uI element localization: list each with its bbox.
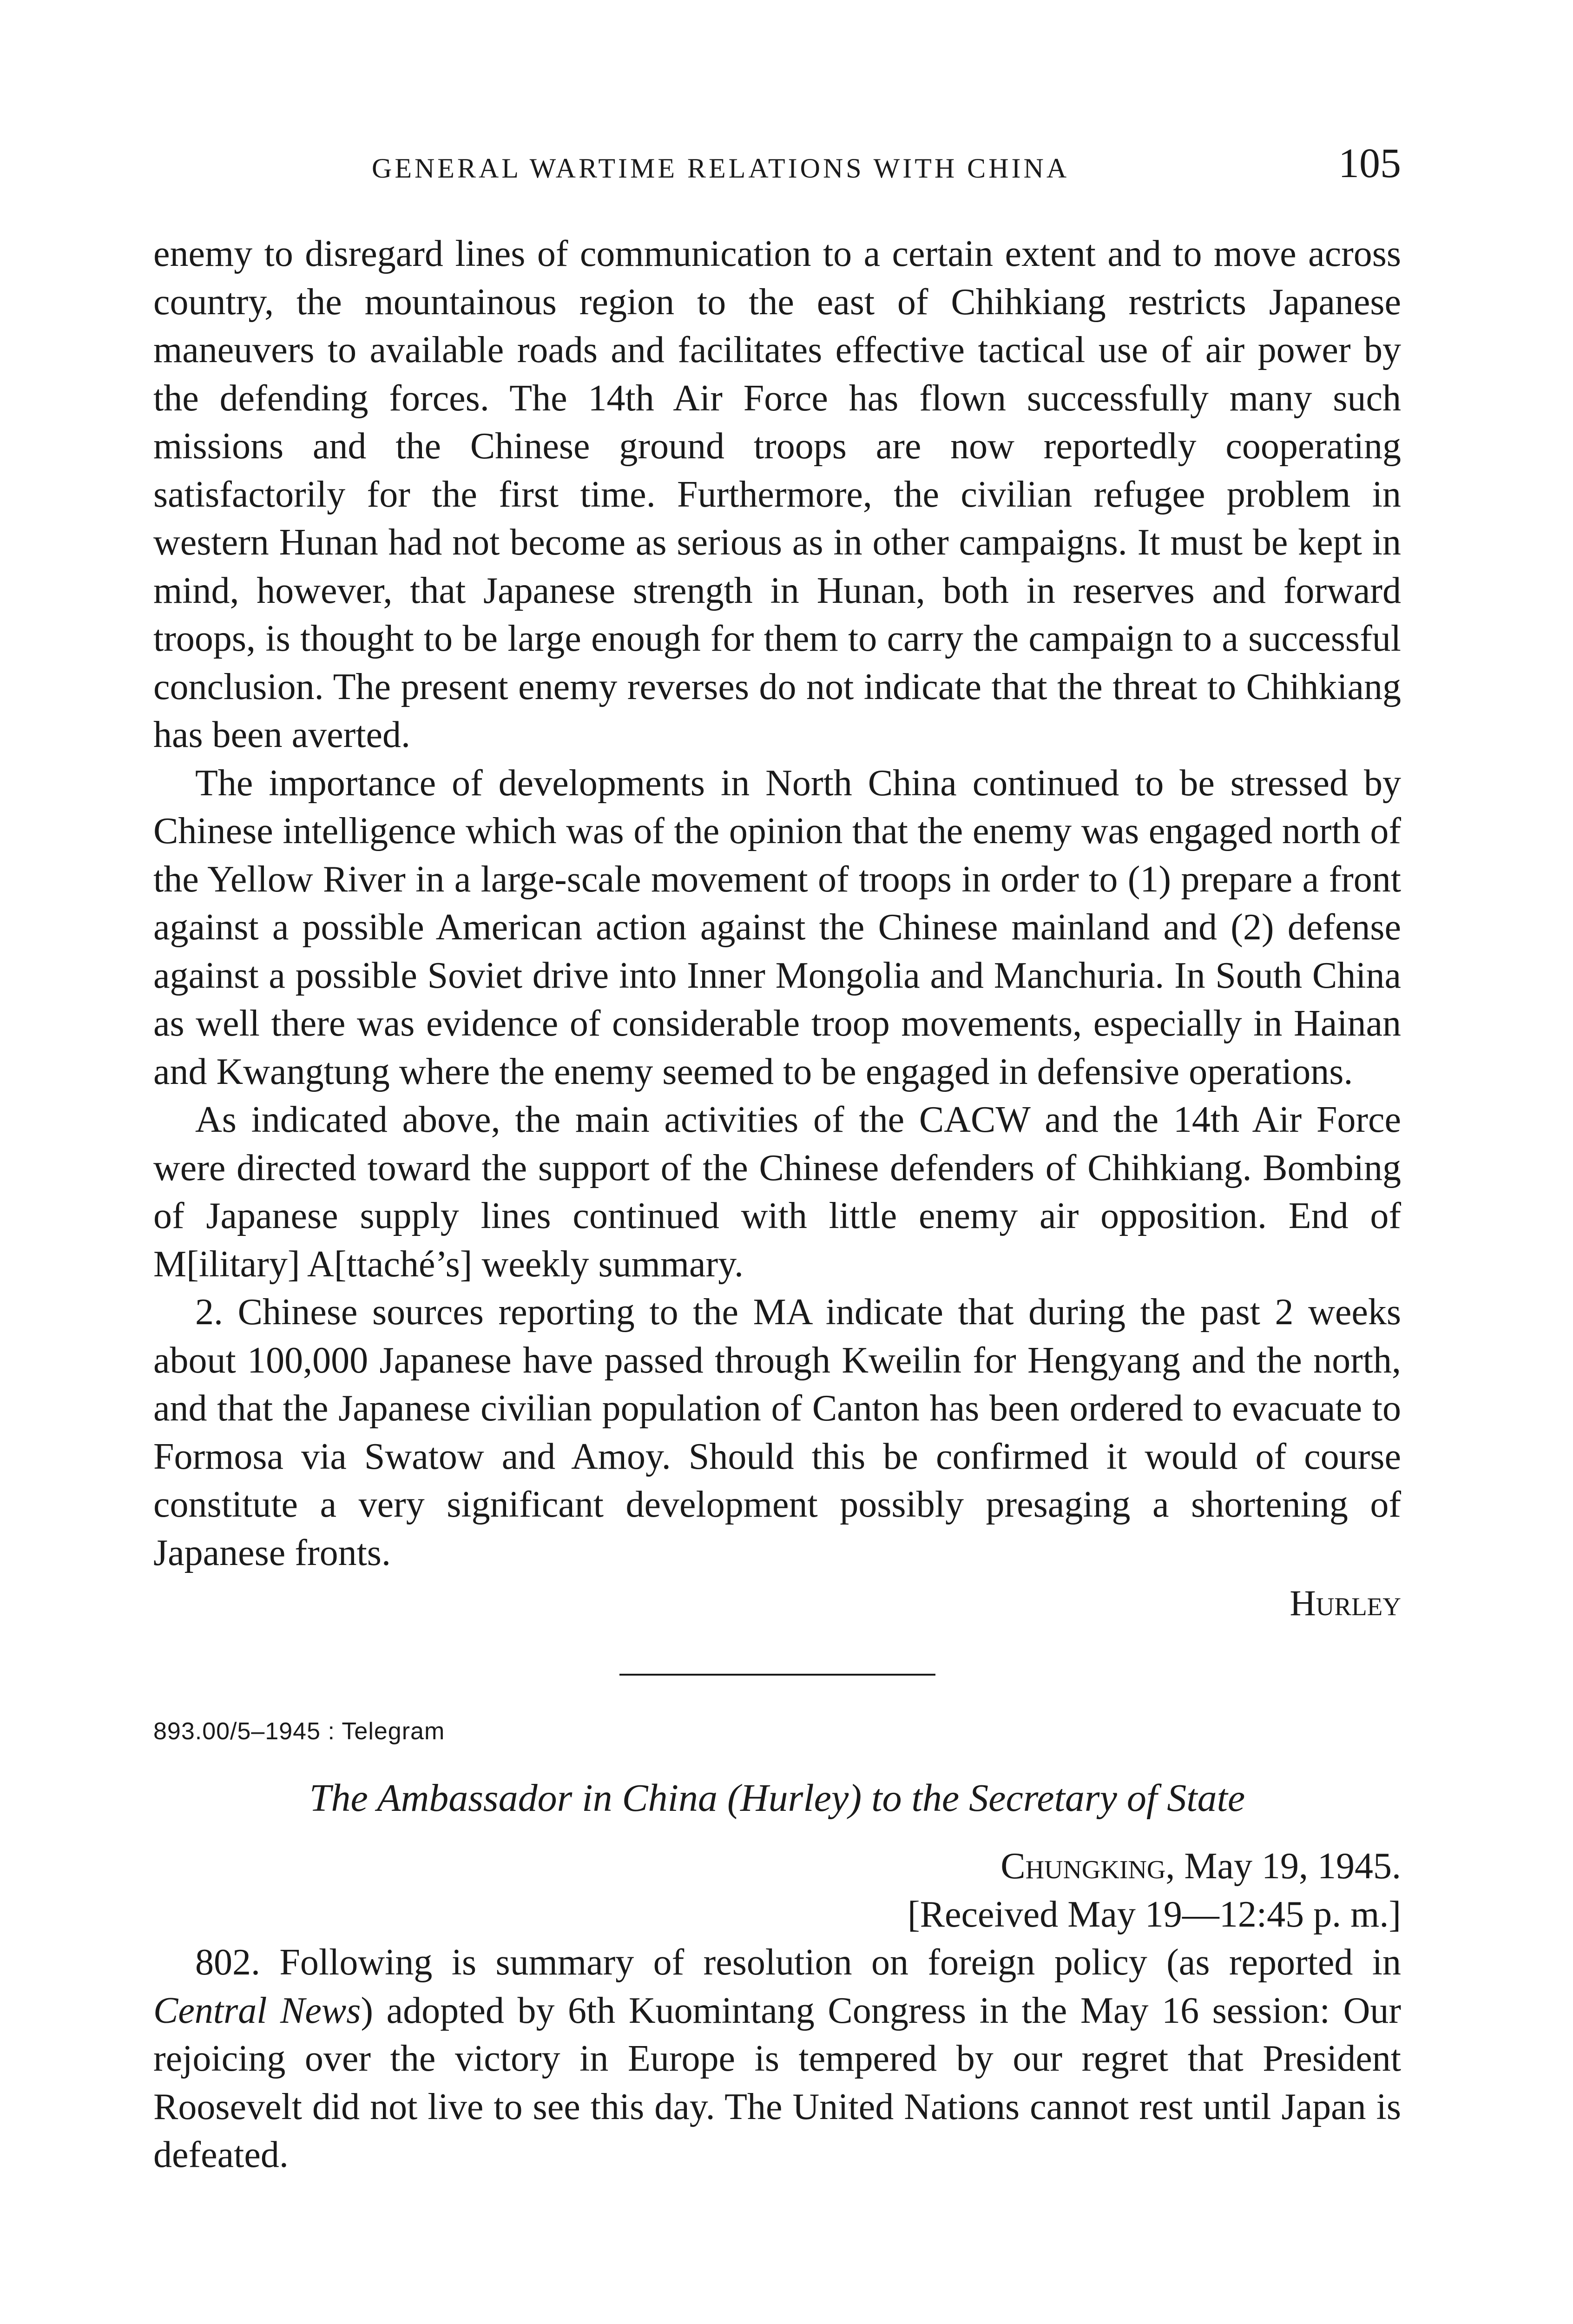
paragraph-resolution [153,1939,1401,2179]
dateline-date: May 19, 1945. [1184,1846,1401,1887]
resolution-lead: 802. Following is summary of resolution on foreign policy (as reported in [195,1942,1401,1983]
file-reference: 893.00/5–1945 : Telegram [153,1718,445,1745]
document-title: The Ambassador in China (Hurley) to the Secretary of State [309,1776,1245,1820]
received-note: [Received May 19—12:45 p. m.] [908,1894,1401,1935]
page-number: 105 [1338,140,1401,186]
dateline-place: Chungking, [1000,1846,1175,1887]
paragraph-chinese-sources: 2. Chinese sources reporting to the MA indicate that during the past 2 weeks about 100,000 Japanese have passed through Kweilin for Hengyang and the north, and that the Japanese civilian population of Canton has been ordered to evacuate to Formosa via Swatow and Amoy. Should this be confirmed it would of course constitute a very significant development possibly presaging a shortening of Japanese fronts. [153,1292,1401,1573]
dateline [153,1842,1401,1890]
resolution-text: ) adopted by 6th Kuomintang Congress in the May 16 session: Our rejoicing over the victory in Europe is tempered by our regret that President Roosevelt did not live to see this day. The United Nations cannot rest until Japan is defeated. [153,1990,1402,2175]
paragraph-north-china: The importance of developments in North China continued to be stressed by Chinese intelligence which was of the opinion that the enemy was engaged north of the Yellow River in a large-scale movement of troops in order to (1) prepare a front against a possible American action against the Chinese mainland and (2) defense against a possible Soviet drive into Inner Mongolia and Manchuria. In South China as well there was evidence of considerable troop movements, especially in Hainan and Kwangtung where the enemy seemed to be engaged in defensive operations. [153,762,1401,1092]
paragraph-cacw: As indicated above, the main activities of the CACW and the 14th Air Force were directed toward the support of the Chinese defenders of Chihkiang. Bombing of Japanese supply lines continued with little enemy air opposition. End of M[ilitary] A[ttaché’s] weekly summary. [153,1099,1401,1285]
source-name: Central News [153,1990,361,2031]
paragraph-continuation: enemy to disregard lines of communication to a certain extent and to move across country, the mountainous region to the east of Chihkiang restricts Japanese maneuvers to available roads and facilitates effective tactical use of air power by the defending forces. The 14th Air Force has flown successfully many such missions and the Chinese ground troops are now reportedly cooperating satisfactorily for the first time. Furthermore, the civilian refugee problem in western Hunan had not become as serious as in other campaigns. It must be kept in mind, however, that Japanese strength in Hunan, both in reserves and forward troops, is thought to be large enough for them to carry the campaign to a successful conclusion. The present enemy reverses do not indicate that the threat to Chihkiang has been averted. [153,233,1401,755]
page-header [153,139,1401,195]
section-divider [619,1674,935,1676]
signature: Hurley [1290,1583,1401,1623]
running-title: GENERAL WARTIME RELATIONS WITH CHINA [372,153,1070,184]
page-body [153,230,1401,2179]
